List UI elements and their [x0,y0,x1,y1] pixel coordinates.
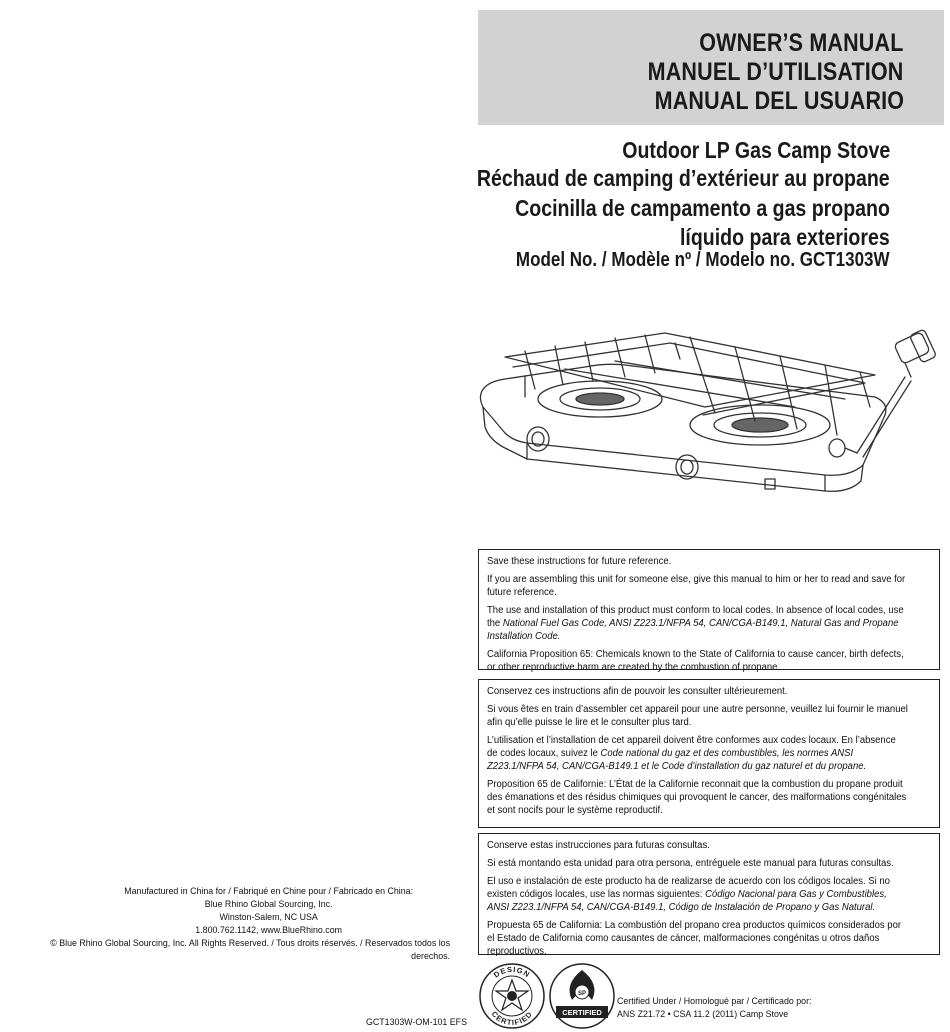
local-codes-es-text: El uso e instalación de este producto ha de realizarse de acuerdo con los códigos locales. Si no existen códigos locales, use las normas siguientes: [487,876,890,900]
assembling-note-es: Si está montando esta unidad para otra persona, entréguele este manual para futuras consultas. [487,858,894,869]
csa-certified-seal-icon [548,962,616,1030]
assembling-note-en: If you are assembling this unit for someone else, give this manual to him or her to read and save for future reference. [487,574,906,598]
seal1-top-text: DESIGN [492,964,532,980]
certification-line-2: ANS Z21.72 • CSA 11.2 (2011) Camp Stove [617,1009,789,1020]
certification-info [617,995,826,1021]
manufacturer-line-1: Manufactured in China for / Fabriqué en Chine pour / Fabricado en China: [124,886,414,897]
product-title-es-2: líquido para exteriores [680,224,890,250]
document-code: GCT1303W-OM-101 EFS [366,1017,467,1028]
local-codes-es [487,875,909,914]
manufacturer-contact: 1.800.762.1142, www.BlueRhino.com [195,925,342,936]
title-banner [478,10,944,125]
certification-line-1: Certified Under / Homologué par / Certificado por: [617,996,812,1007]
product-title-fr: Réchaud de camping d’extérieur au propane [477,165,890,191]
local-codes-es-italic: Código Nacional para Gas y Combustibles, ANSI Z223.1/NFPA 54, CAN/CGA-B149.1, Código de Instalación de Propano y Gas Natural. [487,889,887,913]
instructions-box-spanish [478,833,940,955]
local-codes-en [487,604,909,643]
product-title-es-1: Cocinilla de campamento a gas propano [515,195,890,221]
seal1-bottom-text: CERTIFIED [489,1009,535,1028]
product-title-en: Outdoor LP Gas Camp Stove [622,137,890,163]
manufacturer-location: Winston-Salem, NC USA [219,912,318,923]
title-es: MANUAL DEL USUARIO [654,87,904,115]
local-codes-fr-italic: Code national du gaz et des combustibles, les normes ANSI Z223.1/NFPA 54, CAN/CGA-B149.1 et le Code d’installation du gaz naturel et du propane. [487,748,867,772]
copyright-notice: © Blue Rhino Global Sourcing, Inc. All Rights Reserved. / Tous droits réservés. / Reservados todos los derechos. [50,938,450,962]
instructions-box-french [478,679,940,828]
prop65-en: California Proposition 65: Chemicals known to the State of California to cause cancer, birth defects, or other reproductive harm are created by the combustion of propane. [487,649,904,673]
title-en: OWNER’S MANUAL [699,29,904,57]
prop65-fr: Proposition 65 de Californie: L’État de la Californie reconnait que la combustion du propane produit des émanations et des résidus chimiques qui provoquent le cancer, des malformations congénitales et sont nocifs pour le système reproductif. [487,779,907,816]
local-codes-en-text: The use and installation of this product must conform to local codes. In absence of local codes, use the [487,605,904,629]
local-codes-fr [487,734,909,773]
prop65-es: Propuesta 65 de California: La combustión del propano crea productos químicos considerados por el Estado de California como causantes de cáncer, malformaciones congénitas u otros daños reproductivos. [487,920,902,957]
save-instructions-es: Conserve estas instrucciones para futuras consultas. [487,840,710,851]
assembling-note-fr: Si vous êtes en train d’assembler cet appareil pour une autre personne, veuillez lui fournir le manuel afin qu’elle puisse le lire et le consulter plus tard. [487,704,908,728]
save-instructions-fr: Conservez ces instructions afin de pouvoir les consulter ultérieurement. [487,686,788,697]
manufacturer-info [0,885,450,963]
title-fr: MANUEL D’UTILISATION [648,58,904,86]
local-codes-en-italic: National Fuel Gas Code, ANSI Z223.1/NFPA 54, CAN/CGA-B149.1, Natural Gas and Propane Installation Code. [487,618,899,642]
manufacturer-name: Blue Rhino Global Sourcing, Inc. [204,899,333,910]
design-certified-seal-icon [478,962,546,1030]
svg-text:SP: SP [577,991,587,997]
local-codes-fr-text: L’utilisation et l’installation de cet appareil doivent être conformes aux codes locaux. En l’absence de codes locaux, suivez le [487,735,896,759]
instructions-box-english [478,549,940,673]
camp-stove-illustration [465,315,950,530]
model-number: Model No. / Modèle nº / Modelo no. GCT1303W [516,249,890,271]
save-instructions-en: Save these instructions for future reference. [487,556,672,567]
seal2-text: CERTIFIED [562,1008,602,1017]
